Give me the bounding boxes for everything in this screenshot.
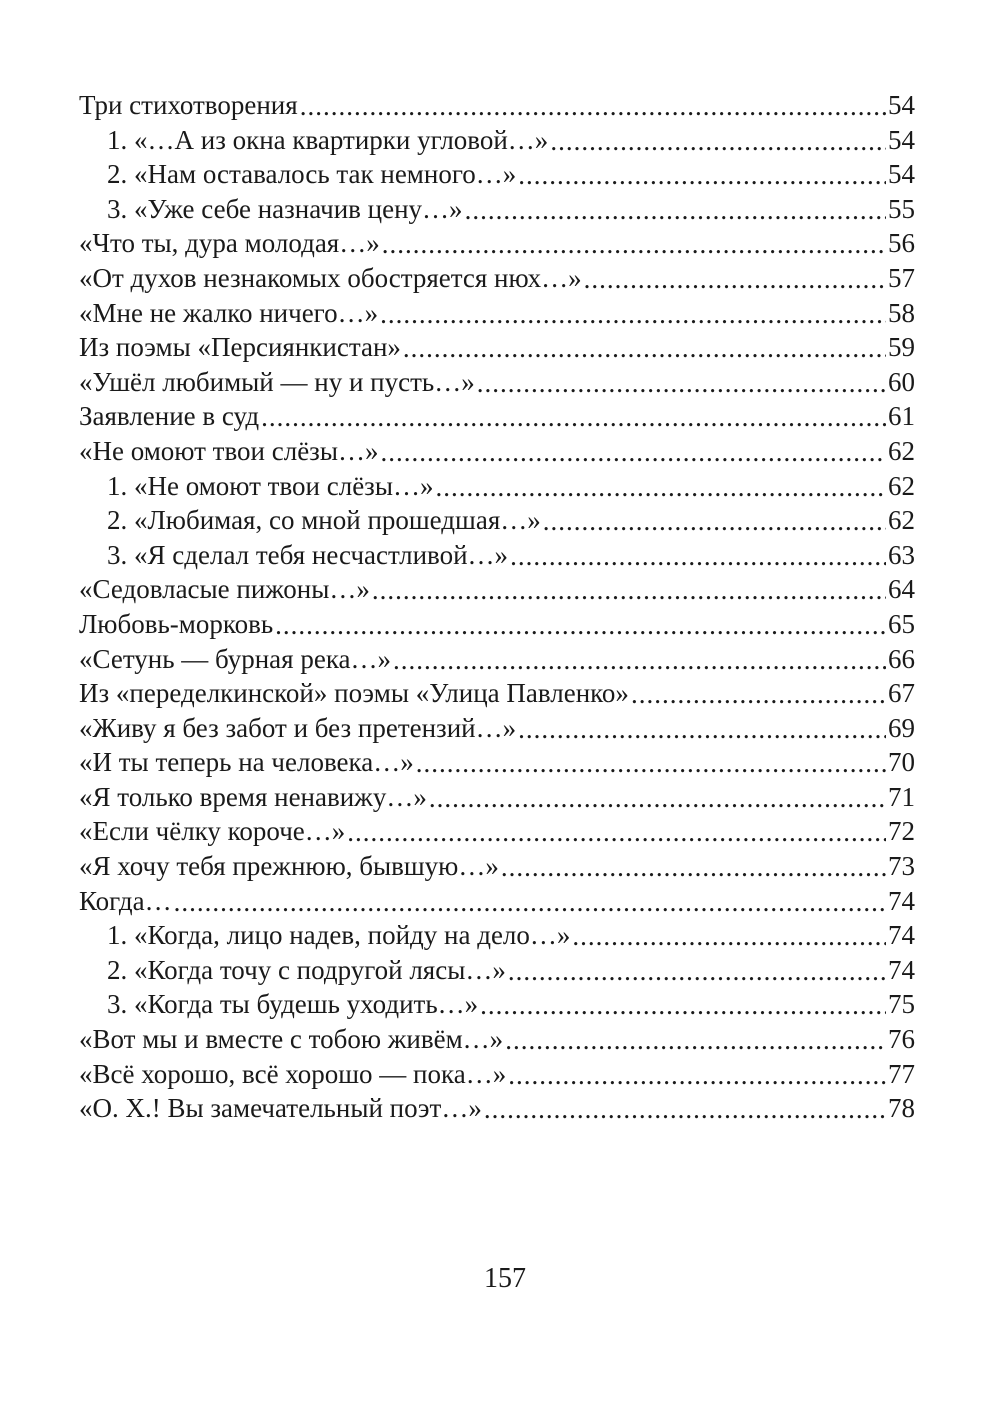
toc-entry-page: 74 [888,920,915,951]
dot-leader [477,366,886,401]
toc-entry [79,953,915,988]
toc-entry-title: «Вот мы и вместе с тобою живём…» [79,1024,504,1055]
dot-leader [416,746,886,781]
toc-entry-page: 55 [888,193,915,224]
toc-entry [79,226,915,261]
toc-entry [79,987,915,1022]
toc-entry [79,711,915,746]
toc-entry-title: 1. «Не омоют твои слёзы…» [107,470,434,501]
toc-entry [79,745,915,780]
toc-entry-title: «Ушёл любимый — ну и пусть…» [79,366,475,397]
toc-entry-page: 62 [888,470,915,501]
toc-entry-page: 63 [888,539,915,570]
toc-entry-title: Когда… [79,885,172,916]
toc-entry-page: 56 [888,228,915,259]
toc-entry-title: 2. «Когда точу с подругой лясы…» [107,954,506,985]
toc-entry [79,607,915,642]
toc-entry [79,123,915,158]
toc-entry-title: «Мне не жалко ничего…» [79,297,379,328]
toc-entry [79,434,915,469]
toc-entry-page: 73 [888,851,915,882]
toc-entry-page: 69 [888,712,915,743]
toc-entry-page: 62 [888,505,915,536]
toc-entry-title: «Если чёлку короче…» [79,816,346,847]
dot-leader [505,1023,886,1058]
toc-entry-title: 3. «Я сделал тебя несчастливой…» [107,539,509,570]
toc-entry-page: 67 [888,678,915,709]
toc-entry [79,642,915,677]
toc-entry [79,88,915,123]
toc-entry-title: «О. Х.! Вы замечательный поэт…» [79,1093,482,1124]
toc-entry [79,330,915,365]
toc-entry-title: 1. «Когда, лицо надев, пойду на дело…» [107,920,571,951]
page-number: 157 [484,1263,526,1294]
toc-entry-title: «Сетунь — бурная река…» [79,643,392,674]
toc-entry-page: 77 [888,1058,915,1089]
dot-leader [372,573,886,608]
toc-entry-page: 60 [888,366,915,397]
toc-entry-page: 74 [888,885,915,916]
toc-entry-page: 58 [888,297,915,328]
toc-entry [79,538,915,573]
toc-entry-title: «От духов незнакомых обостряется нюх…» [79,262,582,293]
toc-entry-title: Три стихотворения [79,90,298,120]
toc-entry-title: 3. «Уже себе назначив цену…» [107,193,463,224]
toc-entry-title: «Я хочу тебя прежнюю, бывшую…» [79,851,499,882]
toc-entry [79,296,915,331]
dot-leader [508,954,886,989]
dot-leader [275,608,886,643]
toc-entry [79,469,915,504]
toc-entry [79,261,915,296]
toc-entry-page: 66 [888,643,915,674]
dot-leader [572,919,886,954]
dot-leader [631,677,886,712]
toc-entry-title: «Седовласые пижоны…» [79,574,370,605]
toc-entry-page: 61 [888,401,915,432]
toc-entry [79,814,915,849]
dot-leader [508,1058,886,1093]
toc-entry-title: «Я только время ненавижу…» [79,781,427,812]
dot-leader [380,435,886,470]
dot-leader [484,1092,886,1127]
toc-entry-title: Любовь-морковь [79,608,274,639]
toc-entry-page: 70 [888,747,915,778]
dot-leader [501,850,886,885]
toc-entry-title: Из «переделкинской» поэмы «Улица Павленко» [79,678,629,709]
dot-leader [584,262,886,297]
toc-entry [79,849,915,884]
toc-entry [79,884,915,919]
dot-leader [510,539,886,574]
toc-entry-title: «Живу я без забот и без претензий…» [79,712,517,743]
toc-entry [79,918,915,953]
toc-entry [79,503,915,538]
toc-entry-page: 78 [888,1093,915,1124]
toc-entry-title: 3. «Когда ты будешь уходить…» [107,989,479,1020]
toc-entry-title: 2. «Любимая, со мной прошедшая…» [107,505,541,536]
dot-leader [174,885,886,920]
toc-entry-title: «Всё хорошо, всё хорошо — пока…» [79,1058,507,1089]
dot-leader [465,193,886,228]
toc-entry-page: 54 [888,159,915,190]
dot-leader [429,781,886,816]
toc-entry-title: 1. «…А из окна квартирки угловой…» [107,124,549,155]
dot-leader [403,331,886,366]
dot-leader [550,124,886,159]
toc-entry-page: 74 [888,954,915,985]
dot-leader [543,504,886,539]
dot-leader [347,815,886,850]
toc-entry-page: 64 [888,574,915,605]
toc-entry [79,1057,915,1092]
toc-entry-page: 59 [888,332,915,363]
toc-entry [79,676,915,711]
toc-entry [79,572,915,607]
toc-entry-title: «И ты теперь на человека…» [79,747,414,778]
toc-entry-title: Из поэмы «Персиянкистан» [79,332,401,363]
toc-entry-page: 72 [888,816,915,847]
toc-entry-page: 76 [888,1024,915,1055]
dot-leader [393,643,886,678]
toc-entry-page: 71 [888,781,915,812]
toc-entry-title: «Не омоют твои слёзы…» [79,435,379,466]
toc-entry [79,1091,915,1126]
toc-entry [79,365,915,400]
toc-entry [79,1022,915,1057]
dot-leader [382,227,886,262]
toc-entry-page: 65 [888,608,915,639]
toc-entry-page: 75 [888,989,915,1020]
toc-entry-title: «Что ты, дура молодая…» [79,228,380,259]
toc-entry [79,157,915,192]
toc-entry [79,192,915,227]
dot-leader [435,470,886,505]
dot-leader [518,712,886,747]
toc-entry [79,780,915,815]
toc-entry-page: 54 [888,90,915,120]
toc-entry-page: 57 [888,262,915,293]
toc-entry-title: Заявление в суд [79,401,260,432]
dot-leader [300,89,886,124]
dot-leader [480,988,886,1023]
toc-entry-title: 2. «Нам оставалось так немного…» [107,159,517,190]
toc-entry-page: 54 [888,124,915,155]
toc-entry-page: 62 [888,435,915,466]
table-of-contents [79,88,915,1126]
dot-leader [518,158,886,193]
toc-entry [79,399,915,434]
dot-leader [380,297,886,332]
dot-leader [261,400,886,435]
